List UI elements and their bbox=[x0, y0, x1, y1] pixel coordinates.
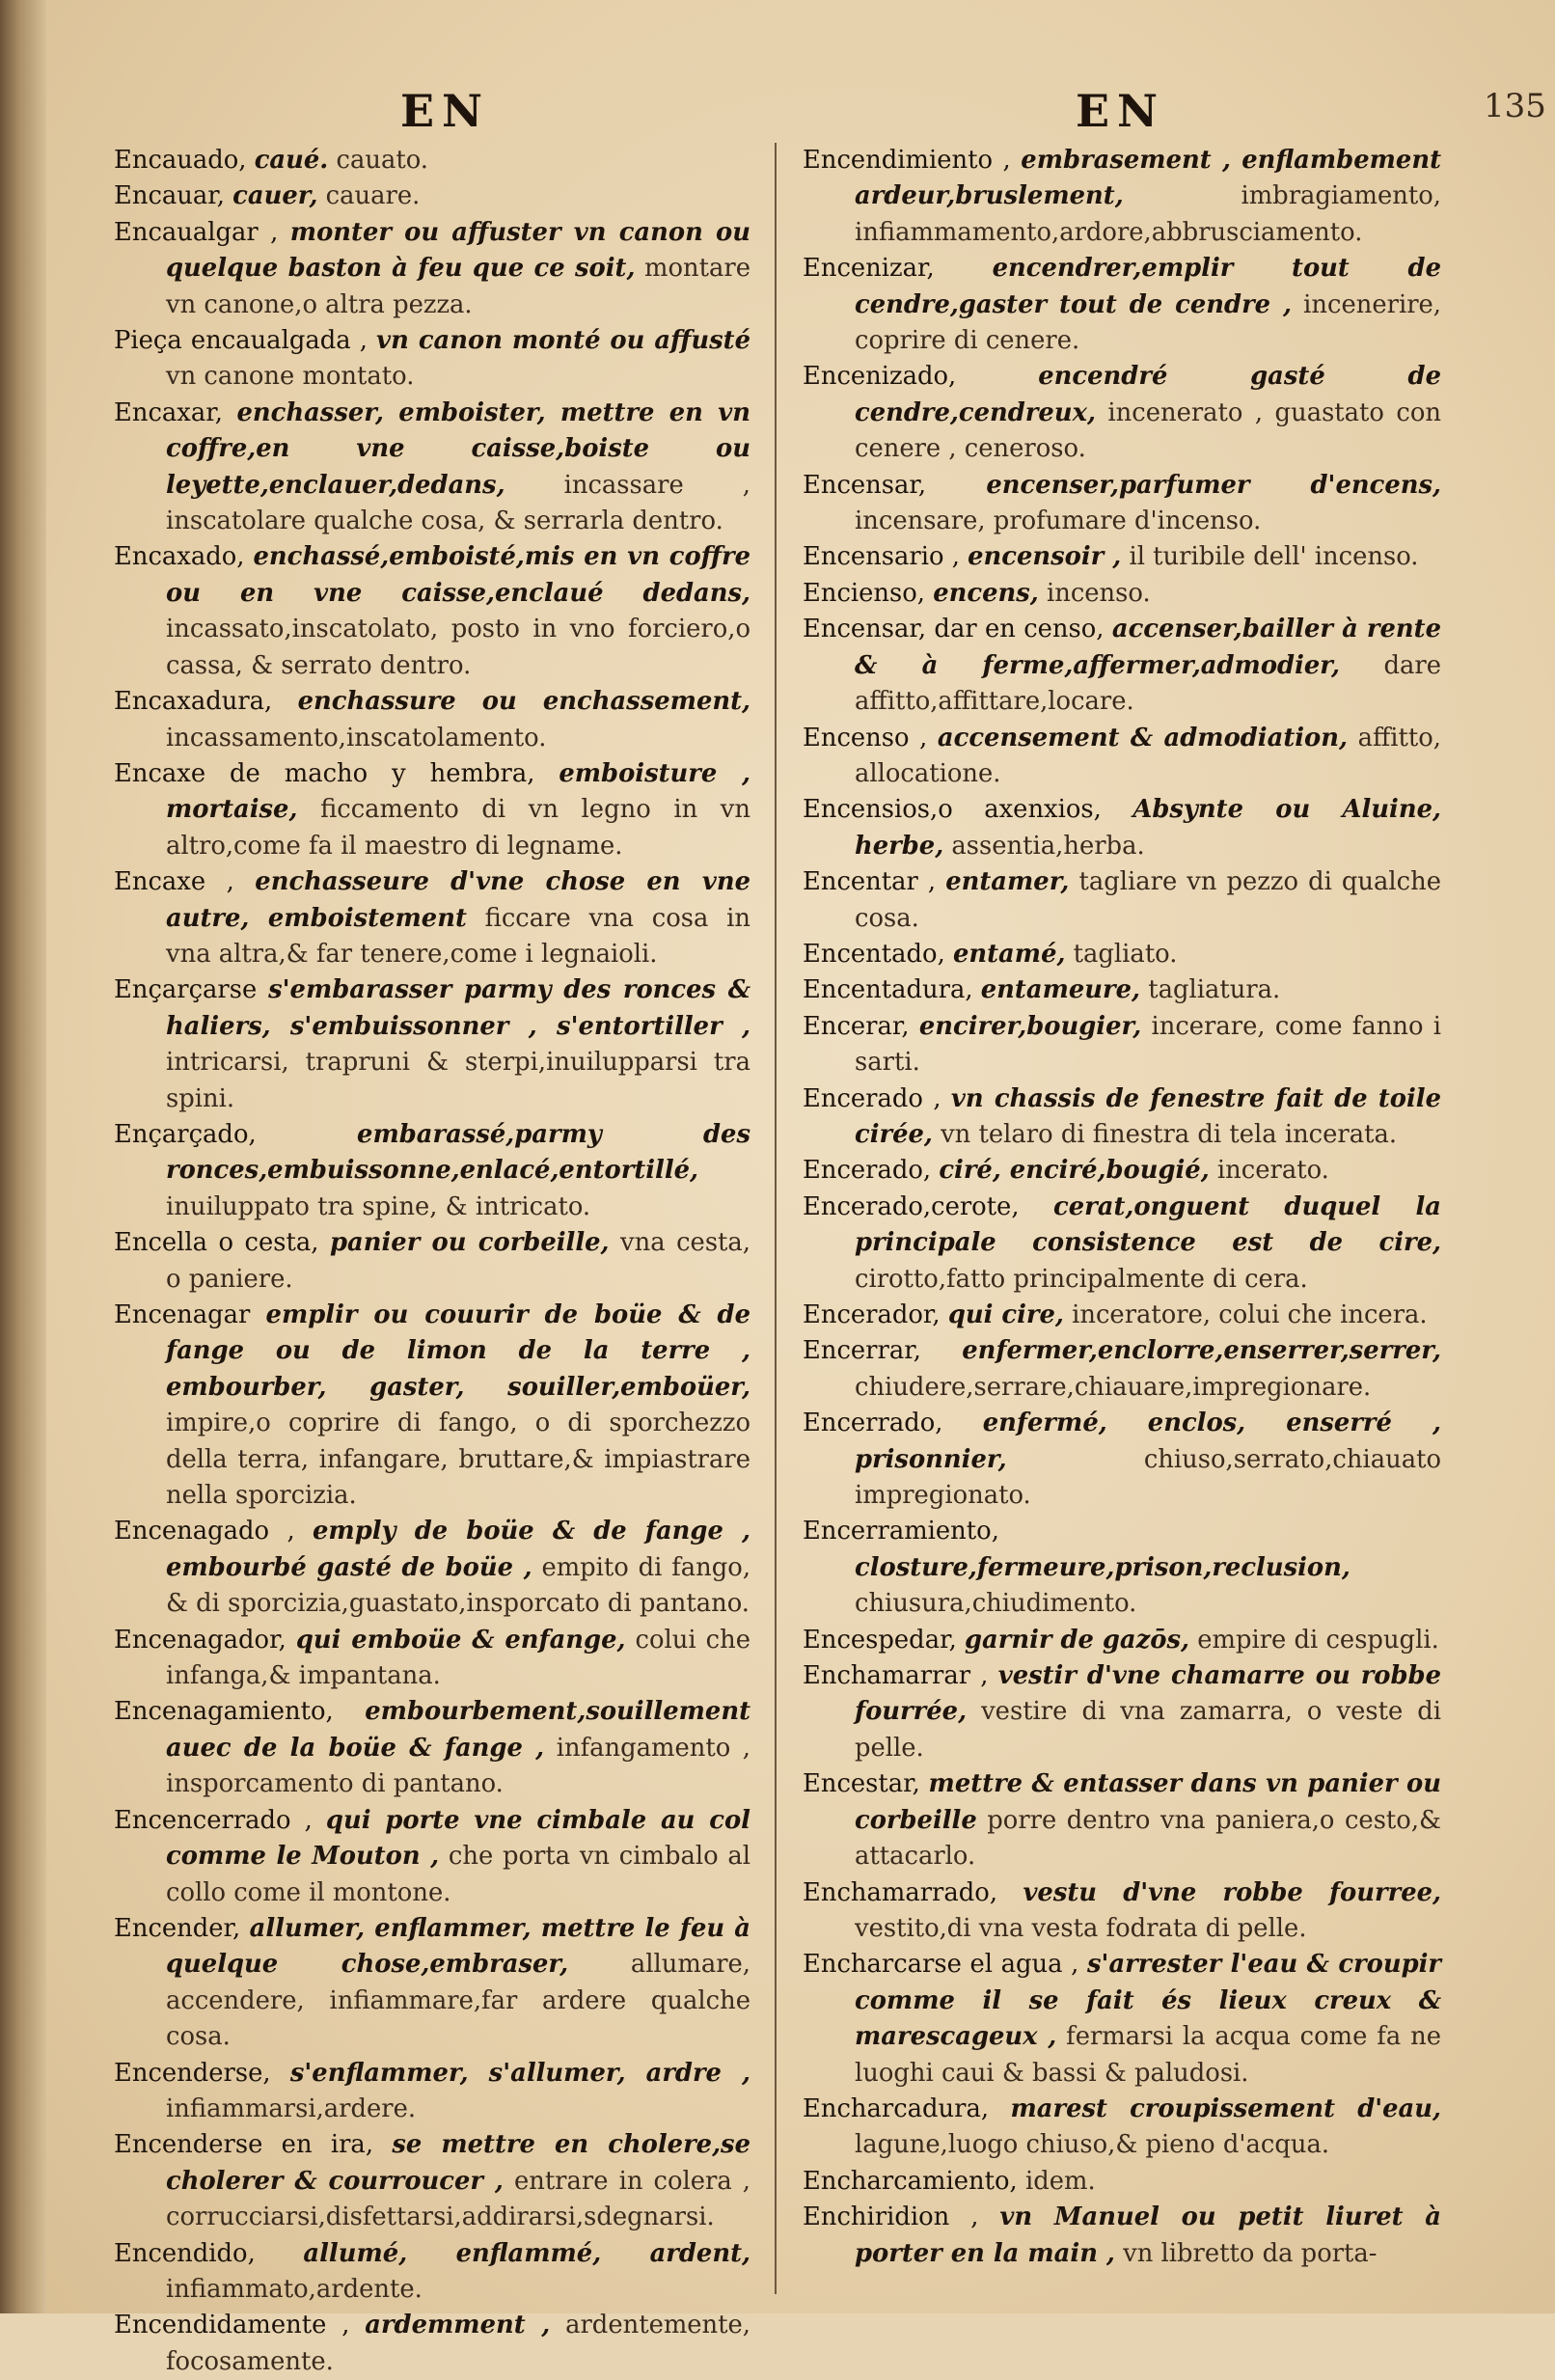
entry-italian: chiusura,chiudimento. bbox=[855, 1589, 1137, 1619]
dictionary-entry bbox=[803, 1153, 1441, 1189]
entry-headword: Encensar, dar en censo, bbox=[803, 615, 1105, 644]
dictionary-entry bbox=[803, 1875, 1441, 1948]
book-binding-edge bbox=[0, 0, 46, 2313]
entry-italian: tagliatura. bbox=[1148, 975, 1281, 1005]
entry-italian: ficcare vna cosa in vna altra,& far tenere,come i legnaioli. bbox=[166, 903, 750, 969]
entry-headword: Encender, bbox=[114, 1913, 241, 1943]
entry-italian: ardentemente, focosamente. bbox=[166, 2311, 751, 2376]
entry-french: embourbement,souillement auec de la boüe & fange , bbox=[166, 1697, 750, 1763]
dictionary-entry bbox=[114, 1803, 750, 1911]
entry-italian: vn canone montato. bbox=[166, 362, 415, 392]
entry-italian: incensare, profumare d'incenso. bbox=[855, 506, 1262, 536]
entry-french: embrasement , enflambement ardeur,bruslement, bbox=[855, 146, 1441, 211]
entry-headword: Encenagamiento, bbox=[114, 1697, 334, 1727]
entry-headword: Encenizado, bbox=[803, 362, 957, 392]
entry-headword: Encenso , bbox=[803, 723, 928, 752]
entry-french: entamer, bbox=[945, 867, 1070, 897]
entry-french: qui emboüe & enfange, bbox=[295, 1625, 626, 1655]
entry-headword: Encenderse, bbox=[114, 2058, 271, 2088]
entry-italian: infangamento , insporcamento di pantano. bbox=[166, 1733, 750, 1799]
entry-headword: Encaxadura, bbox=[114, 687, 273, 717]
entry-italian: incerare, come fanno i sarti. bbox=[855, 1011, 1442, 1078]
dictionary-entry bbox=[803, 251, 1441, 359]
entry-french: encenser,parfumer d'encens, bbox=[986, 470, 1441, 500]
entry-italian: imbragiamento, infiammamento,ardore,abbrusciamento. bbox=[855, 181, 1441, 247]
entry-italian: che porta vn cimbalo al collo come il montone. bbox=[166, 1842, 751, 1907]
dictionary-entry bbox=[114, 323, 750, 396]
entry-french: caué. bbox=[254, 146, 329, 175]
dictionary-entry bbox=[803, 972, 1441, 1008]
entry-headword: Encaxe de macho y hembra, bbox=[114, 758, 535, 788]
entry-italian: dare affitto,affittare,locare. bbox=[855, 650, 1442, 717]
entry-headword: Encerado , bbox=[803, 1083, 941, 1113]
entry-headword: Encenizar, bbox=[803, 254, 935, 284]
dictionary-entry bbox=[114, 1117, 750, 1225]
dictionary-entry bbox=[803, 612, 1441, 720]
entry-headword: Encespedar, bbox=[803, 1625, 957, 1655]
entry-headword: Encendimiento , bbox=[803, 146, 1011, 175]
entry-italian: incassare , inscatolare qualche cosa, & serrarla dentro. bbox=[166, 470, 750, 536]
dictionary-entry bbox=[114, 2308, 750, 2380]
entry-italian: affitto, allocatione. bbox=[855, 723, 1441, 788]
entry-french: encens, bbox=[933, 578, 1039, 608]
entry-italian: incerato. bbox=[1216, 1156, 1329, 1186]
entry-italian: vestito,di vna vesta fodrata di pelle. bbox=[855, 1913, 1307, 1943]
entry-headword: Encaxado, bbox=[114, 542, 245, 572]
page-number: 135 bbox=[1484, 87, 1546, 125]
dictionary-entry bbox=[114, 143, 750, 178]
entry-headword: Encencerrado , bbox=[114, 1805, 313, 1835]
entry-italian: inuiluppato tra spine, & intricato. bbox=[166, 1191, 591, 1221]
entry-headword: Pieça encaualgada , bbox=[114, 326, 368, 356]
entry-headword: Encentadura, bbox=[803, 975, 973, 1005]
column-rule bbox=[775, 143, 777, 2294]
entry-french: cauer, bbox=[232, 181, 318, 211]
entry-french: entamé, bbox=[952, 939, 1066, 969]
entry-italian: cauato. bbox=[336, 146, 428, 175]
right-column bbox=[803, 143, 1441, 2294]
entry-headword: Encestar, bbox=[803, 1769, 920, 1799]
dictionary-entry bbox=[803, 1009, 1441, 1081]
dictionary-entry bbox=[114, 1911, 750, 2056]
dictionary-entry bbox=[803, 1658, 1441, 1766]
entry-french: emplir ou couurir de boüe & de fange ou de limon de la terre , embourber, gaster, souiller,emboüer, bbox=[166, 1300, 751, 1402]
entry-french: emply de boüe & de fange , embourbé gasté de boüe , bbox=[166, 1517, 750, 1582]
dictionary-entry bbox=[803, 1406, 1441, 1514]
entry-italian: fermarsi la acqua come fa ne luoghi caui & bassi & paludosi. bbox=[855, 2022, 1442, 2088]
entry-headword: Encerrar, bbox=[803, 1336, 921, 1366]
entry-french: encendrer,emplir tout de cendre,gaster tout de cendre , bbox=[855, 254, 1441, 319]
entry-italian: vn telaro di finestra di tela incerata. bbox=[941, 1119, 1398, 1149]
dictionary-entry bbox=[114, 2236, 750, 2309]
entry-italian: vn libretto da porta- bbox=[1123, 2238, 1378, 2268]
entry-headword: Encerador, bbox=[803, 1300, 941, 1329]
dictionary-entry bbox=[803, 1766, 1441, 1874]
entry-headword: Ençarçarse bbox=[114, 975, 258, 1005]
entry-headword: Encendidamente , bbox=[114, 2311, 350, 2340]
dictionary-entry bbox=[803, 359, 1441, 467]
entry-french: mettre & entasser dans vn panier ou corbeille bbox=[855, 1769, 1442, 1835]
entry-french: qui porte vne cimbale au col comme le Mouton , bbox=[166, 1805, 750, 1872]
entry-headword: Encenagado , bbox=[114, 1517, 295, 1546]
dictionary-entry bbox=[114, 684, 750, 756]
dictionary-entry bbox=[114, 972, 750, 1117]
entry-italian: empito di fango, & di sporcizia,guastato,insporcato di pantano. bbox=[166, 1552, 751, 1619]
left-column bbox=[114, 143, 751, 2376]
entry-headword: Encaualgar , bbox=[114, 217, 279, 247]
entry-italian: vestire di vna zamarra, o veste di pelle. bbox=[855, 1697, 1442, 1763]
entry-italian: inceratore, colui che incera. bbox=[1072, 1300, 1428, 1329]
entry-french: enfermé, enclos, enserré , prisonnier, bbox=[855, 1409, 1441, 1474]
entry-french: entameure, bbox=[980, 975, 1141, 1005]
entry-french: enchassé,emboisté,mis en vn coffre ou en vne caisse,enclaué dedans, bbox=[166, 542, 750, 608]
dictionary-entry bbox=[114, 539, 750, 684]
entry-french: ardemment , bbox=[365, 2311, 551, 2340]
dictionary-entry bbox=[803, 864, 1441, 937]
entry-italian: porre dentro vna paniera,o cesto,& attacarlo. bbox=[855, 1805, 1441, 1872]
entry-italian: intricarsi, trapruni & sterpi,inuilupparsi tra spini. bbox=[166, 1048, 750, 1113]
entry-french: cerat,onguent duquel la principale consistence est de cire, bbox=[855, 1191, 1441, 1258]
entry-french: vn Manuel ou petit liuret à porter en la main , bbox=[855, 2202, 1441, 2268]
entry-headword: Ençarçado, bbox=[114, 1119, 257, 1149]
running-head-right: EN bbox=[1076, 85, 1166, 137]
dictionary-entry bbox=[114, 2127, 750, 2235]
entry-italian: incassato,inscatolato, posto in vno forciero,o cassa, & serrato dentro. bbox=[166, 615, 750, 680]
entry-headword: Encaxar, bbox=[114, 397, 223, 427]
dictionary-entry bbox=[114, 1623, 750, 1695]
entry-headword: Encensario , bbox=[803, 542, 960, 572]
entry-headword: Encentado, bbox=[803, 939, 945, 969]
entry-headword: Enciensо, bbox=[803, 578, 925, 608]
dictionary-entry bbox=[803, 1190, 1441, 1298]
entry-headword: Encella o cesta, bbox=[114, 1228, 319, 1258]
entry-italian: cauare. bbox=[325, 181, 421, 211]
entry-french: Absynte ou Aluine, herbe, bbox=[855, 795, 1441, 861]
entry-headword: Encauado, bbox=[114, 146, 247, 175]
entry-italian: montare vn canone,o altra pezza. bbox=[166, 254, 750, 319]
entry-french: vestir d'vne chamarre ou robbe fourrée, bbox=[855, 1661, 1441, 1727]
dictionary-entry bbox=[803, 792, 1441, 864]
dictionary-entry bbox=[803, 1947, 1441, 2092]
entry-french: encendré gasté de cendre,cendreux, bbox=[855, 362, 1441, 427]
entry-headword: Encaxe , bbox=[114, 867, 234, 897]
dictionary-entry bbox=[114, 1694, 750, 1802]
entry-italian: incenso. bbox=[1046, 578, 1151, 608]
dictionary-entry bbox=[803, 1298, 1441, 1333]
entry-italian: vna cesta, o paniere. bbox=[166, 1228, 751, 1294]
entry-headword: Encerado, bbox=[803, 1156, 932, 1186]
entry-french: enchasseure d'vne chose en vne autre, emboistement bbox=[166, 867, 750, 933]
entry-headword: Encenagador, bbox=[114, 1625, 286, 1655]
entry-italian: chiudere,serrare,chiauare,impregionare. bbox=[855, 1372, 1372, 1402]
entry-french: enfermer,enclorre,enserrer,serrer, bbox=[962, 1336, 1441, 1366]
entry-french: panier ou corbeille, bbox=[329, 1228, 610, 1258]
dictionary-entry bbox=[803, 2092, 1441, 2164]
dictionary-entry bbox=[803, 468, 1441, 540]
entry-headword: Enchiridion , bbox=[803, 2202, 979, 2232]
entry-french: vestu d'vne robbe fourree, bbox=[1023, 1877, 1442, 1907]
dictionary-entry bbox=[803, 1514, 1441, 1622]
entry-headword: Encharcarse el agua , bbox=[803, 1950, 1079, 1980]
entry-headword: Encerar, bbox=[803, 1011, 910, 1041]
entry-headword: Encerrado, bbox=[803, 1409, 943, 1438]
dictionary-entry bbox=[114, 864, 750, 972]
entry-italian: infiammato,ardente. bbox=[166, 2274, 423, 2304]
dictionary-entry bbox=[114, 215, 750, 323]
entry-italian: infiammarsi,ardere. bbox=[166, 2093, 417, 2123]
entry-french: se mettre en cholere,se cholerer & courroucer , bbox=[166, 2130, 750, 2196]
dictionary-entry bbox=[114, 1225, 750, 1298]
entry-french: s'arrester l'eau & croupir comme il se fait és lieux creux & marescageux , bbox=[855, 1950, 1442, 2052]
entry-headword: Encerramiento, bbox=[803, 1517, 999, 1546]
entry-italian: tagliato. bbox=[1073, 939, 1178, 969]
entry-headword: Encerado,cerote, bbox=[803, 1191, 1020, 1221]
dictionary-entry bbox=[114, 1514, 750, 1622]
entry-italian: ficcamento di vn legno in vn altro,come fa il maestro di legname. bbox=[166, 795, 750, 861]
entry-italian: chiuso,serrato,chiauato impregionato. bbox=[855, 1444, 1441, 1511]
dictionary-entry bbox=[803, 2164, 1441, 2200]
entry-french: accensement & admodiation, bbox=[937, 723, 1348, 752]
entry-italian: assentia,herba. bbox=[951, 831, 1145, 861]
entry-french: emboisture , mortaise, bbox=[166, 758, 750, 825]
dictionary-entry bbox=[803, 721, 1441, 793]
entry-french: accenser,bailler à rente & à ferme,affermer,admodier, bbox=[855, 615, 1441, 680]
dictionary-entry bbox=[803, 937, 1441, 972]
dictionary-entry bbox=[803, 2200, 1441, 2272]
dictionary-entry bbox=[114, 2056, 750, 2128]
entry-headword: Encauar, bbox=[114, 181, 225, 211]
entry-headword: Encensios,o axenxios, bbox=[803, 795, 1102, 825]
entry-italian: idem. bbox=[1024, 2166, 1096, 2196]
entry-italian: entrare in colera , corrucciarsi,disfettarsi,addirarsi,sdegnarsi. bbox=[166, 2166, 750, 2232]
entry-french: embarassé,parmy des ronces,embuissonne,enlacé,entortillé, bbox=[166, 1119, 750, 1186]
entry-french: s'enflammer, s'allumer, ardre , bbox=[289, 2058, 751, 2088]
entry-french: s'embarasser parmy des ronces & haliers, s'embuissonner , s'entortiller , bbox=[166, 975, 750, 1041]
entry-french: encirer,bougier, bbox=[918, 1011, 1142, 1041]
entry-headword: Encharcamiento, bbox=[803, 2166, 1018, 2196]
entry-italian: il turibile dell' incenso. bbox=[1129, 542, 1419, 572]
entry-headword: Encharcadura, bbox=[803, 2093, 990, 2123]
entry-italian: incenerato , guastato con cenere , ceneroso. bbox=[855, 397, 1441, 464]
entry-headword: Encendido, bbox=[114, 2238, 256, 2268]
entry-headword: Enchamarrar , bbox=[803, 1661, 989, 1691]
entry-headword: Encensar, bbox=[803, 470, 927, 500]
entry-french: garnir de gazōs, bbox=[964, 1625, 1190, 1655]
entry-french: encensoir , bbox=[968, 542, 1122, 572]
entry-italian: incenerire, coprire di cenere. bbox=[855, 289, 1442, 356]
dictionary-entry bbox=[803, 576, 1441, 612]
entry-headword: Encentar , bbox=[803, 867, 937, 897]
dictionary-entry bbox=[114, 1298, 750, 1514]
entry-headword: Enchamarrado, bbox=[803, 1877, 998, 1907]
entry-french: allumé, enflammé, ardent, bbox=[303, 2238, 751, 2268]
dictionary-entry bbox=[114, 756, 750, 864]
entry-french: allumer, enflammer, mettre le feu à quelque chose,embraser, bbox=[166, 1913, 750, 1980]
entry-french: ciré, enciré,bougié, bbox=[939, 1156, 1210, 1186]
dictionary-entry bbox=[803, 539, 1441, 575]
entry-italian: impire,o coprire di fango, o di sporchezzo della terra, infangare, bruttare,& impiastrare nella sporcizia. bbox=[166, 1409, 750, 1511]
entry-italian: cirotto,fatto principalmente di cera. bbox=[855, 1264, 1308, 1294]
entry-french: monter ou affuster vn canon ou quelque baston à feu que ce soit, bbox=[166, 217, 750, 284]
entry-french: marest croupissement d'eau, bbox=[1010, 2093, 1442, 2123]
entry-italian: lagune,luogo chiuso,& pieno d'acqua. bbox=[855, 2130, 1330, 2160]
entry-french: closture,fermeure,prison,reclusion, bbox=[855, 1552, 1350, 1582]
dictionary-entry bbox=[114, 396, 750, 540]
entry-italian: empire di cespugli. bbox=[1197, 1625, 1439, 1655]
entry-french: vn canon monté ou affusté bbox=[376, 326, 750, 356]
entry-italian: tagliare vn pezzo di qualche cosa. bbox=[855, 867, 1441, 933]
entry-french: qui cire, bbox=[947, 1300, 1064, 1329]
entry-headword: Encenderse en ira, bbox=[114, 2130, 374, 2160]
dictionary-entry bbox=[803, 1333, 1441, 1406]
entry-italian: allumare, accendere, infiammare,far ardere qualche cosa. bbox=[166, 1950, 750, 2052]
entry-italian: colui che infanga,& impantana. bbox=[166, 1625, 750, 1691]
entry-french: enchasser, emboister, mettre en vn coffre,en vne caisse,boiste ou leyette,enclauer,dedans, bbox=[166, 397, 750, 500]
dictionary-entry bbox=[803, 143, 1441, 251]
entry-italian: incassamento,inscatolamento. bbox=[166, 723, 547, 752]
running-head-left: EN bbox=[400, 85, 491, 137]
dictionary-entry bbox=[803, 1623, 1441, 1658]
dictionary-entry bbox=[114, 178, 750, 214]
entry-headword: Encenagar bbox=[114, 1300, 251, 1329]
dictionary-entry bbox=[803, 1081, 1441, 1154]
entry-french: enchassure ou enchassement, bbox=[297, 687, 751, 717]
entry-french: vn chassis de fenestre fait de toile cirée, bbox=[855, 1083, 1441, 1149]
